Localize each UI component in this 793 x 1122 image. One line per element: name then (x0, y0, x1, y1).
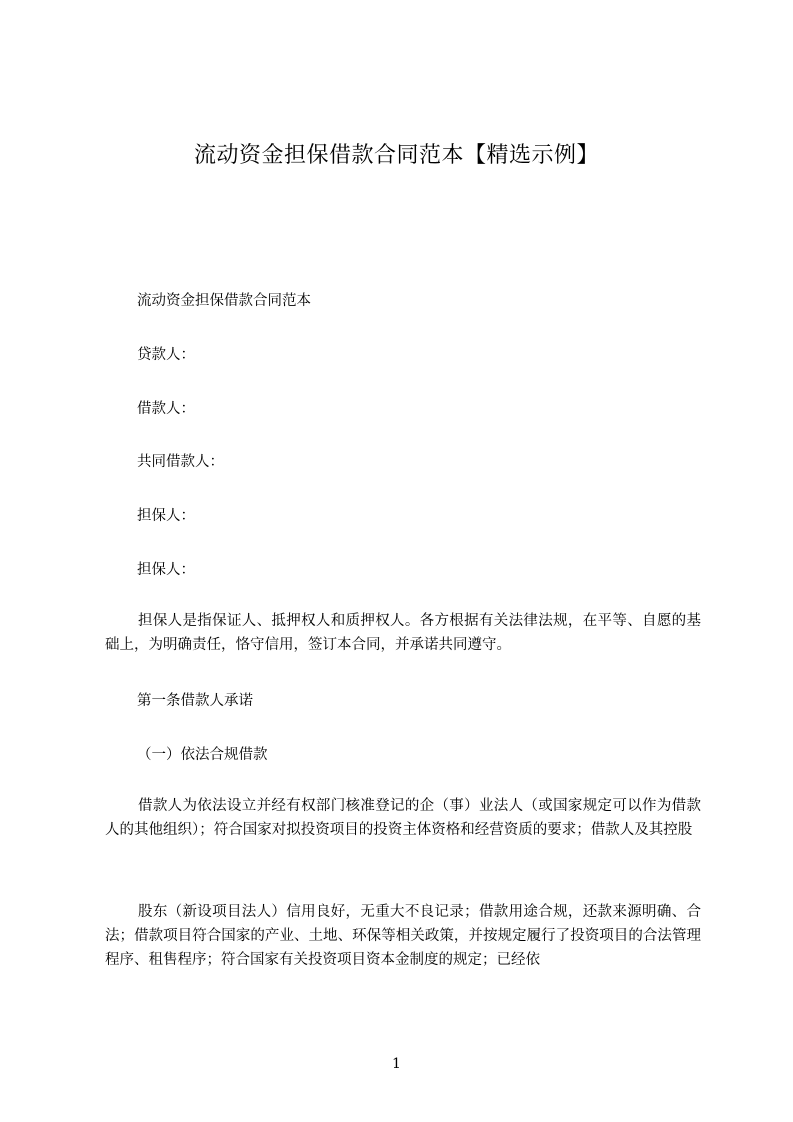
section-1-heading: （一）依法合规借款 (137, 747, 268, 763)
lender-field: 贷款人： (137, 347, 195, 363)
section-1-paragraph-1: 借款人为依法设立并经有权部门核准登记的企（事）业法人（或国家规定可以作为借款人的其他组织）；符合国家对拟投资项目的投资主体资格和经营资质的要求；借款人及其控股 (105, 798, 701, 838)
section-1-paragraph-2: 股东（新设项目法人）信用良好，无重大不良记录；借款用途合规，还款来源明确、合法；借款项目符合国家的产业、土地、环保等相关政策，并按规定履行了投资项目的合法管理程序、租售程序；符合国家有关投资项目资本金制度的规定；已经依 (105, 904, 701, 968)
contract-subtitle: 流动资金担保借款合同范本 (137, 293, 311, 309)
document-title: 流动资金担保借款合同范本【精选示例】 (193, 143, 599, 168)
borrower-field: 借款人： (137, 401, 195, 417)
guarantor-field-1: 担保人： (137, 508, 195, 524)
article-1-heading: 第一条借款人承诺 (137, 693, 253, 709)
page-number: 1 (392, 1056, 401, 1072)
co-borrower-field: 共同借款人： (137, 454, 224, 470)
intro-paragraph: 担保人是指保证人、抵押权人和质押权人。各方根据有关法律法规，在平等、自愿的基础上，为明确责任，恪守信用，签订本合同，并承诺共同遵守。 (105, 613, 701, 653)
guarantor-field-2: 担保人： (137, 562, 195, 578)
